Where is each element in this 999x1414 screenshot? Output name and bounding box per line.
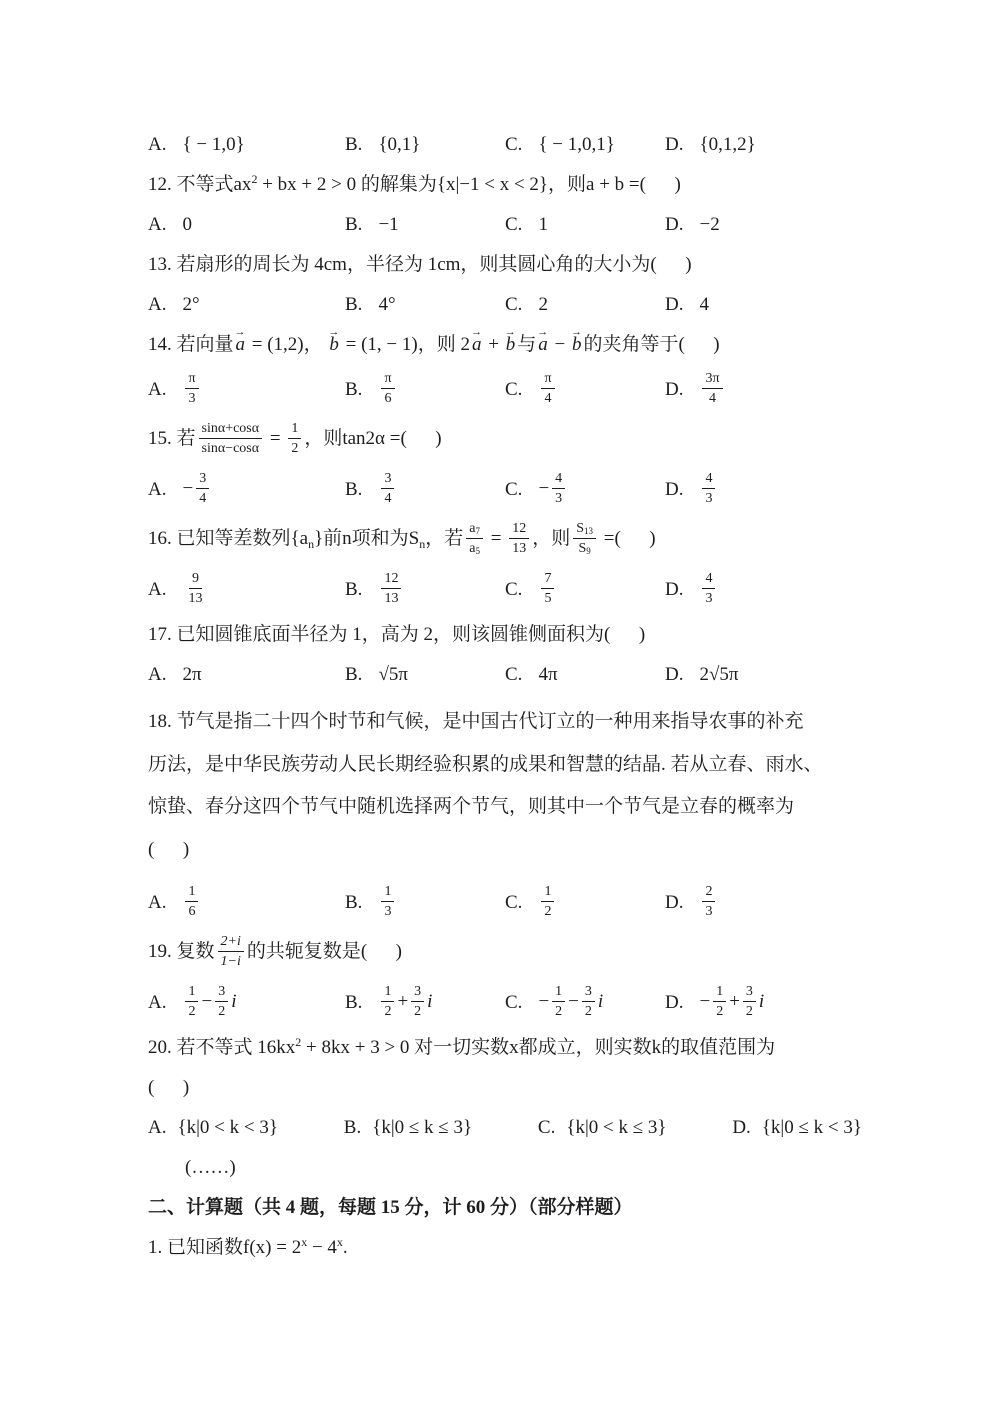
option-letter: C. <box>505 379 523 400</box>
stem-text: − <box>549 334 570 355</box>
option-value <box>378 471 397 508</box>
fraction <box>185 370 198 407</box>
option-letter: D. <box>665 479 684 500</box>
stem-text: (……) <box>185 1157 236 1178</box>
option-d <box>665 291 862 318</box>
option-c <box>505 211 665 238</box>
option-letter: A. <box>148 579 167 600</box>
sign: − <box>182 477 194 499</box>
imaginary-unit: i <box>758 990 765 1012</box>
question-13-options-row <box>148 291 862 318</box>
option-value: 2° <box>182 294 200 315</box>
fraction <box>552 983 565 1020</box>
stem-line-2: 历法，是中华民族劳动人民长期经验积累的成果和智慧的结晶. 若从立春、雨水、 <box>148 753 823 775</box>
fraction-denominator: 13 <box>384 591 399 606</box>
fraction <box>541 883 554 920</box>
fraction-denominator: 2 <box>544 904 552 919</box>
question-20-answer-parens <box>148 1074 862 1101</box>
option-value: {k|0 < k < 3} <box>177 1117 278 1138</box>
stem-line-1: 18. 节气是指二十四个时节和气候，是中国古代订立的一种用来指导农事的补充 <box>148 711 804 732</box>
stem-text: 19. 复数 <box>148 940 215 962</box>
question-18-stem <box>148 701 862 871</box>
fraction <box>381 470 394 507</box>
stem-text: 13. 若扇形的周长为 4cm，半径为 1cm，则其圆心角的大小为( ) <box>148 254 692 275</box>
stem-text: 的夹角等于( ) <box>583 334 720 355</box>
option-letter: B. <box>345 664 363 685</box>
option-b <box>345 884 505 921</box>
fraction <box>288 420 301 457</box>
math-symbol: a <box>469 541 476 556</box>
option-c <box>505 371 665 408</box>
option-value: 4π <box>538 664 558 685</box>
fraction-numerator: 4 <box>702 570 715 589</box>
option-value: {k|0 ≤ k < 3} <box>761 1117 862 1138</box>
option-value <box>699 984 764 1021</box>
imaginary-unit: i <box>597 990 604 1012</box>
superscript: 2 <box>295 1035 302 1049</box>
option-letter: A. <box>148 1117 167 1138</box>
fraction-numerator: 2 <box>702 883 715 902</box>
question-18-options-row <box>148 884 862 921</box>
option-value: −2 <box>699 214 720 235</box>
stem-text: 15. 若 <box>148 427 196 449</box>
question-14-options-row <box>148 371 862 408</box>
option-letter: C. <box>537 1117 556 1138</box>
option-letter: D. <box>665 992 684 1013</box>
fraction-numerator: 1 <box>185 983 198 1002</box>
option-c <box>505 471 665 508</box>
fraction <box>541 370 554 407</box>
fraction-denominator: 6 <box>188 904 196 919</box>
fraction-numerator: 4 <box>702 470 715 489</box>
fraction-numerator: 12 <box>381 570 401 589</box>
question-16-stem <box>148 521 862 558</box>
vector-variable: a → <box>536 331 550 358</box>
fraction-numerator: 3 <box>411 983 424 1002</box>
fraction <box>713 983 726 1020</box>
question-17-stem <box>148 621 862 648</box>
option-value: 0 <box>182 214 192 235</box>
fraction <box>215 983 228 1020</box>
fraction-numerator <box>466 520 483 539</box>
fraction-denominator: 2 <box>584 1004 592 1019</box>
fraction <box>702 370 722 407</box>
math-symbol: S <box>576 521 585 536</box>
fraction-numerator: 1 <box>552 983 565 1002</box>
subscript: 5 <box>475 546 480 556</box>
question-17-options-row <box>148 661 862 688</box>
option-letter: C. <box>505 992 523 1013</box>
fraction-denominator: 6 <box>384 391 392 406</box>
fraction <box>218 933 244 970</box>
option-d <box>665 131 862 158</box>
fraction-denominator: 2 <box>218 1004 226 1019</box>
superscript: 2 <box>251 172 258 186</box>
fraction-numerator: 7 <box>541 570 554 589</box>
option-value: −1 <box>378 214 399 235</box>
fraction-numerator: 1 <box>288 420 301 439</box>
fraction <box>466 520 483 557</box>
fraction-denominator: 2 <box>188 1004 196 1019</box>
fraction-denominator <box>575 539 593 557</box>
stem-text: + bx + 2 > 0 的解集为{x|−1 < x < 2}，则a + b =( ) <box>257 174 681 195</box>
option-letter: B. <box>343 1117 362 1138</box>
fraction <box>573 520 596 557</box>
option-letter: D. <box>665 379 684 400</box>
section-2-heading <box>148 1194 862 1221</box>
question-20-stem <box>148 1034 862 1061</box>
fraction-numerator: 4 <box>552 470 565 489</box>
option-letter: C. <box>505 664 523 685</box>
option-letter: B. <box>345 379 363 400</box>
fraction-denominator <box>466 539 483 557</box>
question-12-stem <box>148 171 862 198</box>
option-a <box>148 884 345 921</box>
fraction-numerator: 3π <box>702 370 722 389</box>
option-value: √5π <box>378 664 408 685</box>
stem-text: 与 <box>517 334 537 355</box>
math-symbol: a <box>469 521 476 536</box>
option-value <box>699 471 718 508</box>
option-value: 2√5π <box>699 664 739 685</box>
fraction-numerator: π <box>185 370 198 389</box>
question-12-options-row <box>148 211 862 238</box>
fraction-denominator: 3 <box>705 491 713 506</box>
vector-variable: a → <box>234 331 248 358</box>
fraction-denominator: 1−i <box>220 954 241 969</box>
fraction <box>199 420 263 457</box>
subscript: n <box>419 536 426 551</box>
stem-text: 20. 若不等式 16kx <box>148 1037 296 1058</box>
option-value <box>182 984 236 1021</box>
stem-line-4: ( ) <box>148 838 190 860</box>
fraction <box>702 883 715 920</box>
fraction-denominator: 3 <box>188 391 196 406</box>
option-letter: A. <box>148 479 167 500</box>
option-letter: B. <box>345 992 363 1013</box>
option-value: 2π <box>182 664 202 685</box>
question-16-options-row <box>148 571 862 608</box>
fraction-numerator: 12 <box>509 520 529 539</box>
fraction-numerator: 3 <box>215 983 228 1002</box>
option-b <box>345 571 505 608</box>
option-letter: D. <box>732 1117 751 1138</box>
option-value <box>538 471 568 508</box>
fraction-numerator: 2+i <box>218 933 244 952</box>
option-value <box>378 984 432 1021</box>
option-a <box>148 661 345 688</box>
option-letter: D. <box>665 134 684 155</box>
option-value: 4° <box>378 294 396 315</box>
fraction <box>381 370 394 407</box>
option-letter: C. <box>505 294 523 315</box>
option-value: 4 <box>699 294 709 315</box>
option-value <box>182 471 212 508</box>
fraction-numerator: 3 <box>196 470 209 489</box>
fraction-denominator: 4 <box>384 491 392 506</box>
option-value: { − 1,0} <box>182 134 245 155</box>
stem-text: }前n项和为S <box>314 527 420 549</box>
stem-text: ，则 <box>532 527 571 549</box>
stem-line-3: 惊蛰、春分这四个节气中随机选择两个节气，则其中一个节气是立春的概率为 <box>148 796 795 817</box>
stem-text: 17. 已知圆锥底面半径为 1，高为 2，则该圆锥侧面积为( ) <box>148 624 646 645</box>
option-a <box>148 571 345 608</box>
fraction-denominator: sinα−cosα <box>201 441 260 456</box>
subscript: 7 <box>475 526 480 536</box>
operator: − <box>201 990 213 1012</box>
fraction <box>582 983 595 1020</box>
option-d <box>665 571 862 608</box>
stem-text: + <box>483 334 504 355</box>
section-2-question-1-stem <box>148 1234 862 1261</box>
superscript: x <box>336 1235 343 1249</box>
operator: − <box>568 990 579 1012</box>
fraction-numerator: 1 <box>185 883 198 902</box>
operator: + <box>729 990 740 1012</box>
option-letter: C. <box>505 892 523 913</box>
option-a <box>148 131 345 158</box>
option-a <box>148 291 345 318</box>
option-letter: A. <box>148 664 167 685</box>
math-symbol: S <box>578 541 587 556</box>
question-15-stem <box>148 421 862 458</box>
option-letter: A. <box>148 214 167 235</box>
option-b <box>345 371 505 408</box>
vector-variable: a → <box>470 331 484 358</box>
fraction <box>702 570 715 607</box>
fraction <box>196 470 209 507</box>
fraction <box>185 883 198 920</box>
stem-text: . <box>342 1237 348 1258</box>
question-15-options-row <box>148 471 862 508</box>
fraction <box>185 983 198 1020</box>
option-d <box>665 984 862 1021</box>
option-c <box>505 291 665 318</box>
question-11-options-row <box>148 131 862 158</box>
option-value: {0,1,2} <box>699 134 756 155</box>
option-letter: B. <box>345 892 363 913</box>
question-20-options-row <box>148 1114 862 1141</box>
option-a <box>148 211 345 238</box>
vector-variable: b → <box>570 331 584 358</box>
question-13-stem <box>148 251 862 278</box>
option-letter: C. <box>505 479 523 500</box>
fraction-denominator: 2 <box>555 1004 563 1019</box>
fraction-denominator: 2 <box>384 1004 392 1019</box>
fraction-numerator: sinα+cosα <box>199 420 263 439</box>
option-value: 1 <box>538 214 548 235</box>
option-d <box>665 371 862 408</box>
option-letter: B. <box>345 214 363 235</box>
option-b <box>345 984 505 1021</box>
stem-text: = (1,2)， <box>247 334 328 355</box>
option-value <box>538 984 603 1021</box>
stem-text: ，若 <box>425 527 464 549</box>
option-letter: A. <box>148 379 167 400</box>
option-d <box>732 1114 862 1141</box>
stem-text: 16. 已知等差数列{a <box>148 527 309 549</box>
sign: − <box>538 477 550 499</box>
option-a <box>148 1114 278 1141</box>
option-letter: D. <box>665 214 684 235</box>
superscript: x <box>301 1235 308 1249</box>
option-c <box>505 661 665 688</box>
fraction-numerator: 1 <box>713 983 726 1002</box>
option-b <box>344 1114 472 1141</box>
option-value: {k|0 < k ≤ 3} <box>566 1117 667 1138</box>
option-letter: C. <box>505 214 523 235</box>
stem-text: 12. 不等式ax <box>148 174 252 195</box>
fraction-denominator: 4 <box>709 391 717 406</box>
option-value: 2 <box>538 294 548 315</box>
imaginary-unit: i <box>427 990 433 1012</box>
option-c <box>505 884 665 921</box>
vector-variable: b → <box>504 331 518 358</box>
stem-text: ，则tan2α =( ) <box>304 427 442 449</box>
option-letter: D. <box>665 579 684 600</box>
option-d <box>665 471 862 508</box>
option-b <box>345 661 505 688</box>
option-d <box>665 884 862 921</box>
question-14-stem <box>148 331 862 358</box>
fraction-numerator: π <box>381 370 394 389</box>
option-a <box>148 984 345 1021</box>
fraction <box>381 570 401 607</box>
fraction-denominator: 3 <box>705 904 713 919</box>
fraction-numerator: 3 <box>381 470 394 489</box>
question-19-stem <box>148 934 862 971</box>
stem-text: = <box>265 427 286 449</box>
stem-text: = <box>485 527 507 549</box>
fraction-numerator: 3 <box>582 983 595 1002</box>
fraction-numerator: 9 <box>189 570 202 589</box>
option-letter: C. <box>505 579 523 600</box>
fraction <box>702 470 715 507</box>
option-letter: A. <box>148 134 167 155</box>
option-c <box>538 1114 667 1141</box>
stem-text: = (1, − 1)，则 2 <box>340 334 470 355</box>
option-letter: B. <box>345 134 363 155</box>
fraction <box>381 883 394 920</box>
stem-text: =( ) <box>599 527 656 549</box>
option-letter: B. <box>345 579 363 600</box>
fraction-denominator: 13 <box>512 541 527 556</box>
fraction <box>381 983 394 1020</box>
fraction <box>743 983 756 1020</box>
option-letter: D. <box>665 892 684 913</box>
subscript: n <box>308 536 315 551</box>
imaginary-unit: i <box>231 990 237 1012</box>
option-b <box>345 471 505 508</box>
option-letter: A. <box>148 892 167 913</box>
exam-page <box>148 131 862 1261</box>
operator: + <box>397 990 409 1012</box>
fraction-denominator: 2 <box>716 1004 724 1019</box>
fraction-denominator: 4 <box>199 491 207 506</box>
stem-text: 的共轭复数是( ) <box>246 940 403 962</box>
fraction-denominator: 4 <box>544 391 552 406</box>
fraction-numerator <box>573 520 596 539</box>
subscript: 13 <box>584 526 594 536</box>
fraction-denominator: 5 <box>544 591 552 606</box>
option-letter: B. <box>345 479 363 500</box>
fraction-numerator: 1 <box>381 983 394 1002</box>
fraction-denominator: 13 <box>188 591 203 606</box>
fraction <box>411 983 424 1020</box>
ellipsis-parens <box>185 1154 862 1181</box>
option-d <box>665 211 862 238</box>
option-value: {k|0 ≤ k ≤ 3} <box>372 1117 473 1138</box>
fraction-denominator: 3 <box>705 591 713 606</box>
fraction-numerator: 1 <box>381 883 394 902</box>
option-c <box>505 984 665 1021</box>
option-value: {0,1} <box>378 134 421 155</box>
fraction-numerator: π <box>541 370 554 389</box>
vector-variable: b → <box>327 331 341 358</box>
fraction <box>509 520 529 557</box>
stem-text: 1. 已知函数f(x) = 2 <box>148 1237 302 1258</box>
option-b <box>345 211 505 238</box>
option-c <box>505 131 665 158</box>
stem-text: + 8kx + 3 > 0 对一切实数x都成立，则实数k的取值范围为 <box>301 1037 776 1058</box>
stem-text: − 4 <box>307 1237 337 1258</box>
fraction <box>541 570 554 607</box>
option-letter: B. <box>345 294 363 315</box>
fraction-denominator: 2 <box>745 1004 753 1019</box>
question-19-options-row <box>148 984 862 1021</box>
option-letter: D. <box>665 294 684 315</box>
option-letter: A. <box>148 992 167 1013</box>
option-d <box>665 661 862 688</box>
fraction <box>552 470 565 507</box>
option-letter: D. <box>665 664 684 685</box>
option-c <box>505 571 665 608</box>
fraction-denominator: 3 <box>555 491 563 506</box>
fraction-denominator: 2 <box>414 1004 422 1019</box>
fraction-denominator: 2 <box>291 441 299 456</box>
stem-text: 14. 若向量 <box>148 334 234 355</box>
option-b <box>345 131 505 158</box>
option-b <box>345 291 505 318</box>
section-title: 二、计算题（共 4 题，每题 15 分，计 60 分）（部分样题） <box>148 1197 633 1218</box>
option-a <box>148 471 345 508</box>
fraction-numerator: 3 <box>743 983 756 1002</box>
stem-text: ( ) <box>148 1077 190 1098</box>
option-letter: A. <box>148 294 167 315</box>
sign: − <box>699 990 711 1012</box>
option-a <box>148 371 345 408</box>
sign: − <box>538 990 550 1012</box>
fraction-numerator: 1 <box>541 883 554 902</box>
option-letter: C. <box>505 134 523 155</box>
subscript: 9 <box>586 546 591 556</box>
fraction-denominator: 3 <box>384 904 392 919</box>
option-value: { − 1,0,1} <box>538 134 615 155</box>
fraction <box>185 570 205 607</box>
